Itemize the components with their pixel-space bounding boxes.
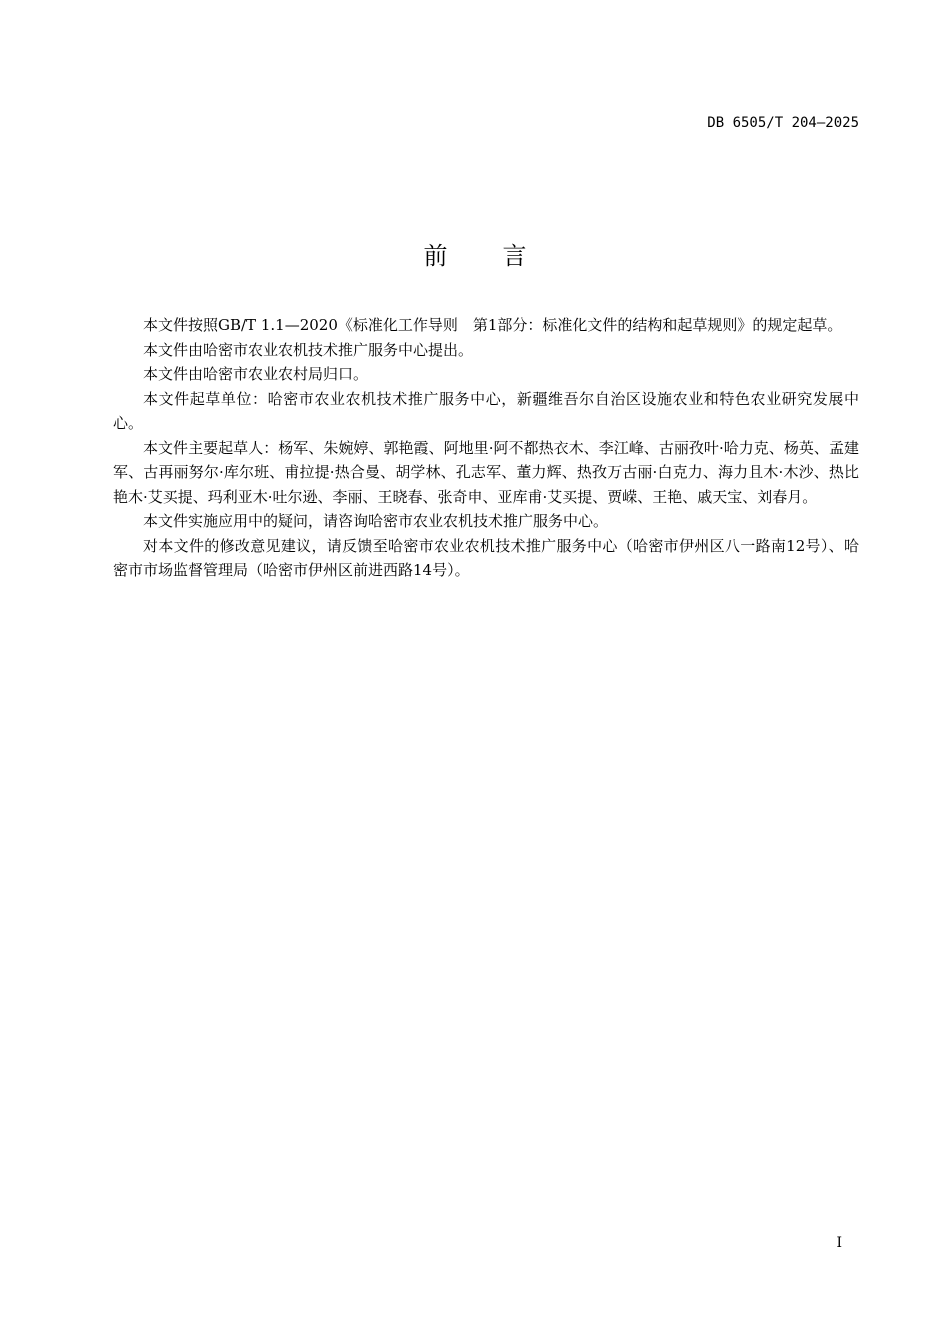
paragraph-drafting-rules: 本文件按照GB/T 1.1—2020《标准化工作导则 第1部分：标准化文件的结构和起草规则》的规定起草。: [143, 316, 843, 334]
document-code: DB 6505/T 204—2025: [707, 115, 859, 131]
paragraph-drafters: 本文件主要起草人：杨军、朱婉婷、郭艳霞、阿地里·阿不都热衣木、李江峰、古丽孜叶·哈力克、杨英、孟建军、古再丽努尔·库尔班、甫拉提·热合曼、胡学林、孔志军、董力辉、热孜万古丽·白克力、海力且木·木沙、热比艳木·艾买提、玛利亚木·吐尔逊、李丽、王晓春、张奇申、亚库甫·艾买提、贾嵘、王艳、戚天宝、刘春月。: [113, 438, 859, 506]
paragraph-centralized-by: 本文件由哈密市农业农村局归口。: [143, 365, 369, 383]
paragraph-feedback: 对本文件的修改意见建议，请反馈至哈密市农业农机技术推广服务中心（哈密市伊州区八一路南12号）、哈密市市场监督管理局（哈密市伊州区前进西路14号）。: [113, 536, 859, 579]
paragraph-drafting-units: 本文件起草单位：哈密市农业农机技术推广服务中心，新疆维吾尔自治区设施农业和特色农业研究发展中心。: [113, 389, 859, 432]
page-title: 前言: [423, 242, 582, 270]
paragraph-inquiries: 本文件实施应用中的疑问，请咨询哈密市农业农机技术推广服务中心。: [143, 512, 609, 530]
page-number: I: [836, 1235, 842, 1251]
paragraph-proposer: 本文件由哈密市农业农机技术推广服务中心提出。: [143, 340, 474, 359]
foreword-body: [113, 313, 859, 583]
